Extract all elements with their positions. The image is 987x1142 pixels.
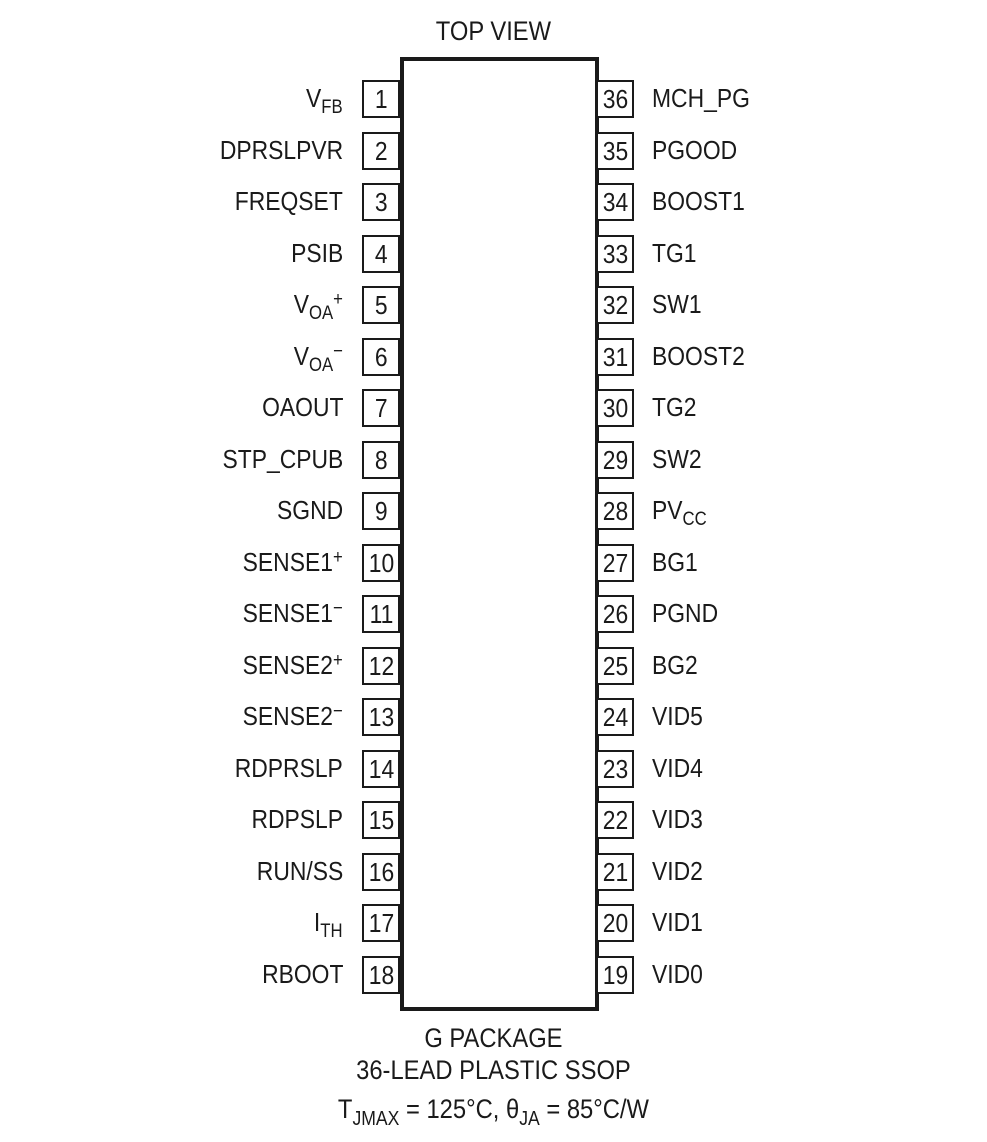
pin-number-17: 17	[362, 904, 400, 942]
pin-name-21: VID2	[652, 856, 703, 886]
pin-name-22: VID3	[652, 804, 703, 834]
pin-name-15: RDPSLP	[251, 804, 343, 834]
pin-name-4: PSIB	[290, 238, 343, 268]
pin-name-9: SGND	[276, 495, 343, 525]
pin-number-9: 9	[362, 492, 400, 530]
package-name: G PACKAGE	[424, 1023, 563, 1053]
pin-name-29: SW2	[652, 444, 702, 474]
pin-number-21: 21	[596, 853, 634, 891]
pin-name-12: SENSE2+	[242, 650, 343, 680]
pin-number-24: 24	[596, 698, 634, 736]
pin-number-10: 10	[362, 544, 400, 582]
pin-number-18: 18	[362, 956, 400, 994]
pin-name-34: BOOST1	[652, 186, 745, 216]
pin-number-34: 34	[596, 183, 634, 221]
pin-name-26: PGND	[652, 598, 719, 628]
pin-number-28: 28	[596, 492, 634, 530]
pin-name-7: OAOUT	[261, 392, 343, 422]
pin-number-8: 8	[362, 441, 400, 479]
pin-number-26: 26	[596, 595, 634, 633]
pin-name-3: FREQSET	[234, 186, 343, 216]
thermal-spec: $T_{JMAX} = 125^\circ C$, $\theta_{JA} = 85^\circ C/W$	[337, 1094, 649, 1130]
pin-number-36: 36	[596, 80, 634, 118]
pin-name-25: BG2	[652, 650, 698, 680]
pin-name-2: DPRSLPVR	[219, 135, 343, 165]
pin-number-29: 29	[596, 441, 634, 479]
ic-package-body	[400, 57, 599, 1011]
pin-name-24: VID5	[652, 701, 703, 731]
pin-name-6: $V_{OA}^-$	[293, 341, 343, 376]
pin-number-7: 7	[362, 389, 400, 427]
pin-number-35: 35	[596, 132, 634, 170]
pin-number-6: 6	[362, 338, 400, 376]
pin-name-18: RBOOT	[261, 959, 343, 989]
pin-name-36: MCH_PG	[652, 83, 750, 113]
pin-number-4: 4	[362, 235, 400, 273]
pin-name-27: BG1	[652, 547, 698, 577]
pin-number-12: 12	[362, 647, 400, 685]
pin-number-32: 32	[596, 286, 634, 324]
pin-number-3: 3	[362, 183, 400, 221]
pin-name-35: PGOOD	[652, 135, 738, 165]
pin-name-5: $V_{OA}^+$	[293, 289, 343, 324]
pin-number-5: 5	[362, 286, 400, 324]
pin-number-20: 20	[596, 904, 634, 942]
pin-name-28: $PV_{CC}$	[652, 495, 707, 530]
pin-number-25: 25	[596, 647, 634, 685]
pin-number-15: 15	[362, 801, 400, 839]
pin-name-23: VID4	[652, 753, 703, 783]
pin-name-16: RUN/SS	[256, 856, 343, 886]
pin-name-10: SENSE1+	[242, 547, 343, 577]
pin-name-14: RDPRSLP	[234, 753, 343, 783]
pin-number-23: 23	[596, 750, 634, 788]
pin-number-27: 27	[596, 544, 634, 582]
pin-name-1: $V_{FB}$	[306, 83, 343, 118]
package-description: 36-LEAD PLASTIC SSOP	[356, 1055, 631, 1085]
pin-number-16: 16	[362, 853, 400, 891]
pin-number-19: 19	[596, 956, 634, 994]
pin-name-20: VID1	[652, 907, 703, 937]
pin-number-2: 2	[362, 132, 400, 170]
pin-name-8: STP_CPUB	[222, 444, 343, 474]
diagram-title: TOP VIEW	[435, 16, 552, 46]
pin-number-1: 1	[362, 80, 400, 118]
pin-name-31: BOOST2	[652, 341, 745, 371]
pin-name-13: SENSE2−	[242, 701, 343, 731]
pin-name-33: TG1	[652, 238, 697, 268]
pin-number-22: 22	[596, 801, 634, 839]
pin-number-13: 13	[362, 698, 400, 736]
pin-name-32: SW1	[652, 289, 702, 319]
pin-number-33: 33	[596, 235, 634, 273]
pin-number-31: 31	[596, 338, 634, 376]
pin-name-17: $I_{TH}$	[314, 907, 343, 942]
pin-name-11: SENSE1−	[242, 598, 343, 628]
pin-number-14: 14	[362, 750, 400, 788]
pin-number-30: 30	[596, 389, 634, 427]
pin-name-30: TG2	[652, 392, 697, 422]
pin-name-19: VID0	[652, 959, 703, 989]
pin-number-11: 11	[362, 595, 400, 633]
